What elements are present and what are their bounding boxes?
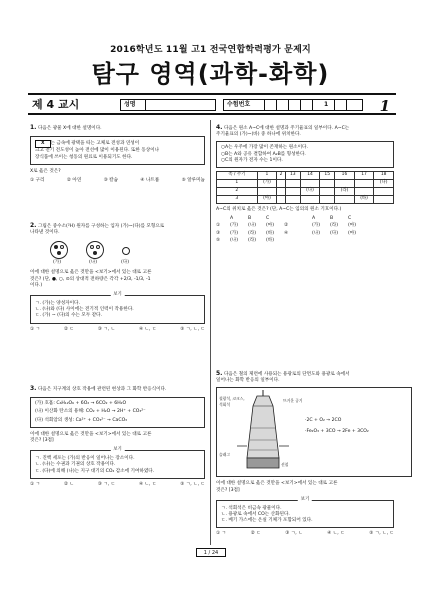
grid-head: A xyxy=(312,216,316,222)
question-stem: 나타낸 것이다. xyxy=(30,230,60,236)
exam-cell xyxy=(264,100,265,110)
table-cell xyxy=(285,195,300,203)
reaction-item: (다) 석회암의 생성: Ca²⁺ + CO₃²⁻ → CaCO₃ xyxy=(35,417,128,423)
exam-cell xyxy=(334,100,335,110)
table-header-row xyxy=(217,171,394,179)
table-cell: (가) xyxy=(257,179,277,187)
question-stem: 이에 대한 설명으로 옳은 것만을 <보기>에서 있는 대로 고른 xyxy=(30,270,152,276)
grid-head: C xyxy=(348,216,352,222)
choice-5[interactable]: ⑤ 알루미늄 xyxy=(181,177,205,183)
choice-1[interactable]: ① xyxy=(216,223,221,229)
question-3 xyxy=(30,385,205,488)
bogi-box xyxy=(216,496,394,529)
grid-cell: (마) xyxy=(348,223,357,229)
answer-choices xyxy=(30,327,205,333)
diagram-label: 뜨거운 공기 xyxy=(283,398,303,404)
table-row xyxy=(217,195,394,203)
reaction-item: ·Fe₂O₃ + 3CO → 2Fe + 3CO₂ xyxy=(305,428,369,434)
answer-choices xyxy=(30,482,205,488)
exam-cell xyxy=(300,100,301,110)
table-cell: (바) xyxy=(354,195,374,203)
diagram-label: 철광석, 코크스, 석회석 xyxy=(219,396,245,407)
choice-4[interactable]: ④ ㄴ, ㄷ xyxy=(327,531,345,537)
table-cell: (마) xyxy=(257,195,277,203)
element-info-box xyxy=(216,141,394,168)
table-cell: (다) xyxy=(300,187,320,195)
page-indicator: 1 / 24 xyxy=(196,548,226,557)
blast-furnace-diagram xyxy=(216,387,412,477)
table-header-cell: 1 xyxy=(257,171,277,179)
question-stem: 것은? [3점] xyxy=(30,437,54,443)
answer-choices xyxy=(216,531,394,537)
grid-cell: (가) xyxy=(312,223,321,229)
exam-cell xyxy=(346,100,347,110)
choice-2[interactable]: ② 아연 xyxy=(66,177,82,183)
question-4 xyxy=(216,124,394,244)
question-stem: 다음은 원소 A~C에 대한 설명과 주기율표의 일부이다. A~C는 xyxy=(223,126,350,131)
grid-head xyxy=(284,216,312,222)
question-stem: 것은? [3점] xyxy=(216,487,240,493)
header-bar xyxy=(28,93,396,115)
periodic-table xyxy=(216,171,394,204)
diagram-label: 슬래그 xyxy=(219,452,231,458)
bogi-label: 보기 xyxy=(298,497,312,503)
question-stem: 다음은 광물 X에 대한 설명이다. xyxy=(37,126,102,131)
question-stem: 주기율표의 (가)~(바) 중 하나에 위치한다. xyxy=(216,132,301,138)
bogi-label: 보기 xyxy=(110,447,124,453)
reaction-box xyxy=(30,397,205,428)
reaction-item: (가) 호흡: C₆H₁₂O₆ + 6O₂ → 6CO₂ + 6H₂O xyxy=(35,401,127,407)
choice-3[interactable]: ③ xyxy=(216,230,221,236)
table-cell xyxy=(320,179,335,187)
choice-1[interactable]: ① 구리 xyxy=(30,177,45,183)
question-number: 1. xyxy=(30,124,37,131)
table-cell: (라) xyxy=(335,187,355,195)
table-header-cell: 13 xyxy=(285,171,300,179)
grid-head: B xyxy=(330,216,334,222)
grid-cell: (바) xyxy=(266,237,275,243)
table-row xyxy=(217,179,394,187)
particle-models xyxy=(30,239,205,267)
choice-5[interactable]: ⑤ xyxy=(216,237,221,243)
question-number: 3. xyxy=(30,385,37,392)
table-cell xyxy=(335,195,355,203)
choice-3[interactable]: ③ 칼슘 xyxy=(103,177,119,183)
choice-3[interactable]: ③ ㄱ, ㄴ xyxy=(97,326,116,332)
info-text: 장식품에 쓰이는 청동의 원료로 이용되기도 한다. xyxy=(35,154,133,160)
particle-da-icon xyxy=(122,247,130,255)
table-cell xyxy=(257,187,277,195)
table-cell xyxy=(335,179,355,187)
question-prompt: X로 옳은 것은? xyxy=(30,168,61,174)
table-header-cell: 18 xyxy=(374,171,394,179)
table-row xyxy=(217,187,394,195)
question-stem: 이다.) xyxy=(30,282,43,288)
table-cell xyxy=(277,179,286,187)
diagram-label: 선철 xyxy=(281,462,289,468)
bogi-label: 보기 xyxy=(110,292,124,298)
choice-4[interactable]: ④ 나트륨 xyxy=(140,177,160,183)
bogi-item: ㄴ. (나)와 (다) 사이에는 전기적 인력이 작용한다. xyxy=(35,307,134,313)
choice-5[interactable]: ⑤ ㄱ, ㄴ, ㄷ xyxy=(180,326,205,332)
reaction-list xyxy=(305,418,369,434)
table-cell: (나) xyxy=(374,179,394,187)
table-cell: 2 xyxy=(217,187,258,195)
table-cell xyxy=(320,195,335,203)
choice-3[interactable]: ③ ㄱ, ㄷ xyxy=(97,481,116,487)
exam-number-field[interactable] xyxy=(223,99,363,111)
table-cell xyxy=(320,187,335,195)
bogi-item: ㄱ. 진핵 세포는 (가)의 반응이 일어나는 장소이다. xyxy=(35,456,135,462)
exam-number-digit: 1 xyxy=(324,101,329,108)
period-label: 제 4 교시 xyxy=(32,98,80,111)
exam-subtitle: 2016학년도 11월 고1 전국연합학력평가 문제지 xyxy=(110,45,311,55)
question-1 xyxy=(30,124,205,184)
grid-cell: (라) xyxy=(330,223,339,229)
table-cell xyxy=(354,187,374,195)
table-cell xyxy=(374,187,394,195)
grid-cell: (다) xyxy=(330,230,339,236)
answer-choices xyxy=(30,178,205,184)
question-2 xyxy=(30,222,205,333)
question-stem: 다음은 철의 제련에 사용되는 용광로의 단면도와 용광로 속에서 xyxy=(223,372,350,377)
table-cell xyxy=(300,195,320,203)
grid-head: C xyxy=(266,216,270,222)
choice-4[interactable]: ④ xyxy=(284,230,289,236)
mineral-label: X xyxy=(35,140,51,148)
info-item: ○B는 A와 공유 결합하여 A₂B를 형성한다. xyxy=(221,151,306,157)
table-cell: 3 xyxy=(217,195,258,203)
reaction-item: ·2C + O₂ → 2CO xyxy=(305,418,342,424)
bogi-item: ㄷ. (가) ~ (다)의 수는 모두 같다. xyxy=(35,313,103,319)
particle-ga-icon xyxy=(50,241,68,259)
table-cell xyxy=(354,179,374,187)
bogi-item: ㄱ. (가)는 양성자이다. xyxy=(35,300,80,306)
grid-cell: (바) xyxy=(266,230,275,236)
question-stem: 이에 대한 설명으로 옳은 것만을 <보기>에서 있는 대로 고른 xyxy=(30,431,152,437)
grid-cell: (가) xyxy=(230,223,239,229)
particle-label: (나) xyxy=(89,260,98,266)
grid-cell: (라) xyxy=(248,237,257,243)
choice-2[interactable]: ② xyxy=(284,223,289,229)
grid-cell: (가) xyxy=(230,230,239,236)
bogi-item: ㄴ. (나)는 수권과 기권의 상호 작용이다. xyxy=(35,462,116,468)
grid-cell: (나) xyxy=(230,237,239,243)
choice-1[interactable]: ① ㄱ xyxy=(216,531,227,537)
choice-3[interactable]: ③ ㄱ, ㄴ xyxy=(285,531,303,537)
grid-cell: (라) xyxy=(248,230,257,236)
question-number: 4. xyxy=(216,124,223,131)
question-stem: 일어나는 화학 반응의 일부이다. xyxy=(216,378,280,384)
grid-head: B xyxy=(248,216,252,222)
bogi-item: ㄷ. (다)에 의해 (나)는 지구 대기의 CO₂ 감소에 기여하였다. xyxy=(35,468,155,474)
choice-5[interactable]: ⑤ ㄱ, ㄴ, ㄷ xyxy=(369,531,394,537)
table-header-cell: 17 xyxy=(354,171,374,179)
bogi-item: ㄴ. 용광로 속에서 CO는 산화된다. xyxy=(221,511,290,517)
choice-4[interactable]: ④ ㄴ, ㄷ xyxy=(139,326,157,332)
particle-label: (다) xyxy=(121,260,130,266)
question-stem: 다음은 지구계의 상호 작용에 관련된 현상과 그 화학 반응식이다. xyxy=(37,387,167,392)
choice-5[interactable]: ⑤ ㄱ, ㄴ, ㄷ xyxy=(180,481,205,487)
choice-2[interactable]: ② ㄷ xyxy=(250,531,261,537)
name-label: 성명 xyxy=(124,101,136,108)
table-cell xyxy=(285,179,300,187)
info-item: ○A는 우주에 가장 많이 존재하는 원소이다. xyxy=(221,145,308,151)
question-number: 2. xyxy=(30,222,37,229)
bogi-box xyxy=(30,447,205,479)
column-divider xyxy=(210,120,211,545)
exam-cell xyxy=(276,100,277,110)
table-cell xyxy=(277,195,286,203)
table-header-cell: 족 / 주기 xyxy=(217,171,258,179)
table-cell xyxy=(374,195,394,203)
question-stem: 그림은 중수소(²H) 원자를 구성하는 입자 (가)~(다)를 모형으로 xyxy=(37,224,165,229)
grid-head xyxy=(216,216,230,222)
table-header-cell: 16 xyxy=(335,171,355,179)
choice-1[interactable]: ① ㄱ xyxy=(30,481,41,487)
bogi-box xyxy=(30,291,205,324)
table-cell: 1 xyxy=(217,179,258,187)
table-header-cell: 15 xyxy=(320,171,335,179)
bogi-item: ㄷ. 베기 가스에는 온실 기체가 포함되어 있다. xyxy=(221,518,313,524)
particle-label: (가) xyxy=(53,260,62,266)
grid-head: A xyxy=(230,216,234,222)
name-field[interactable] xyxy=(120,99,216,111)
table-cell xyxy=(277,187,286,195)
choice-4[interactable]: ④ ㄴ, ㄷ xyxy=(139,481,157,487)
bogi-item: ㄱ. 석회석은 비금속 광물이다. xyxy=(221,505,282,511)
grid-cell: (나) xyxy=(248,223,257,229)
table-header-cell: 14 xyxy=(300,171,320,179)
table-cell xyxy=(285,187,300,195)
table-cell xyxy=(300,179,320,187)
grid-cell: (나) xyxy=(312,230,321,236)
choice-2[interactable]: ② ㄴ xyxy=(63,481,74,487)
grid-cell: (마) xyxy=(348,230,357,236)
reaction-item: (나) 이산화 탄소의 용해: CO₂ + H₂O → 2H⁺ + CO₃²⁻ xyxy=(35,409,146,415)
page-number: 1 xyxy=(379,97,390,115)
question-number: 5. xyxy=(216,370,223,377)
info-box xyxy=(30,136,205,165)
choice-2[interactable]: ② ㄷ xyxy=(63,326,74,332)
grid-cell: (마) xyxy=(266,223,275,229)
exam-cell xyxy=(312,100,313,110)
question-stem: 것은? (단, ●, ○, ⊙의 상대적 전하량은 각각 +2/3, -1/3, -1 xyxy=(30,276,151,282)
question-prompt: A~C의 위치로 옳은 것은? (단, A~C는 임의의 원소 기호이다.) xyxy=(216,206,342,212)
table-header-cell: 2 xyxy=(277,171,286,179)
info-text: 는 금속에 광택을 띠는 고체로 전성과 연성이 xyxy=(50,141,140,147)
exam-title: 탐구 영역(과학-화학) xyxy=(91,60,330,88)
choice-1[interactable]: ① ㄱ xyxy=(30,326,41,332)
info-item: ○C의 원자가 전자 수는 1이다. xyxy=(221,157,283,163)
name-divider xyxy=(145,100,146,110)
answer-grid xyxy=(216,216,394,244)
info-text: 크고 전기 전도성이 높아 전선에 많이 이용된다. 또한 동상이나 xyxy=(35,148,160,154)
question-stem: 이에 대한 설명으로 옳은 것만을 <보기>에서 있는 대로 고른 xyxy=(216,481,338,487)
question-5 xyxy=(216,370,394,538)
exam-number-label: 수험번호 xyxy=(227,101,251,108)
particle-na-icon xyxy=(86,241,104,259)
exam-cell xyxy=(288,100,289,110)
